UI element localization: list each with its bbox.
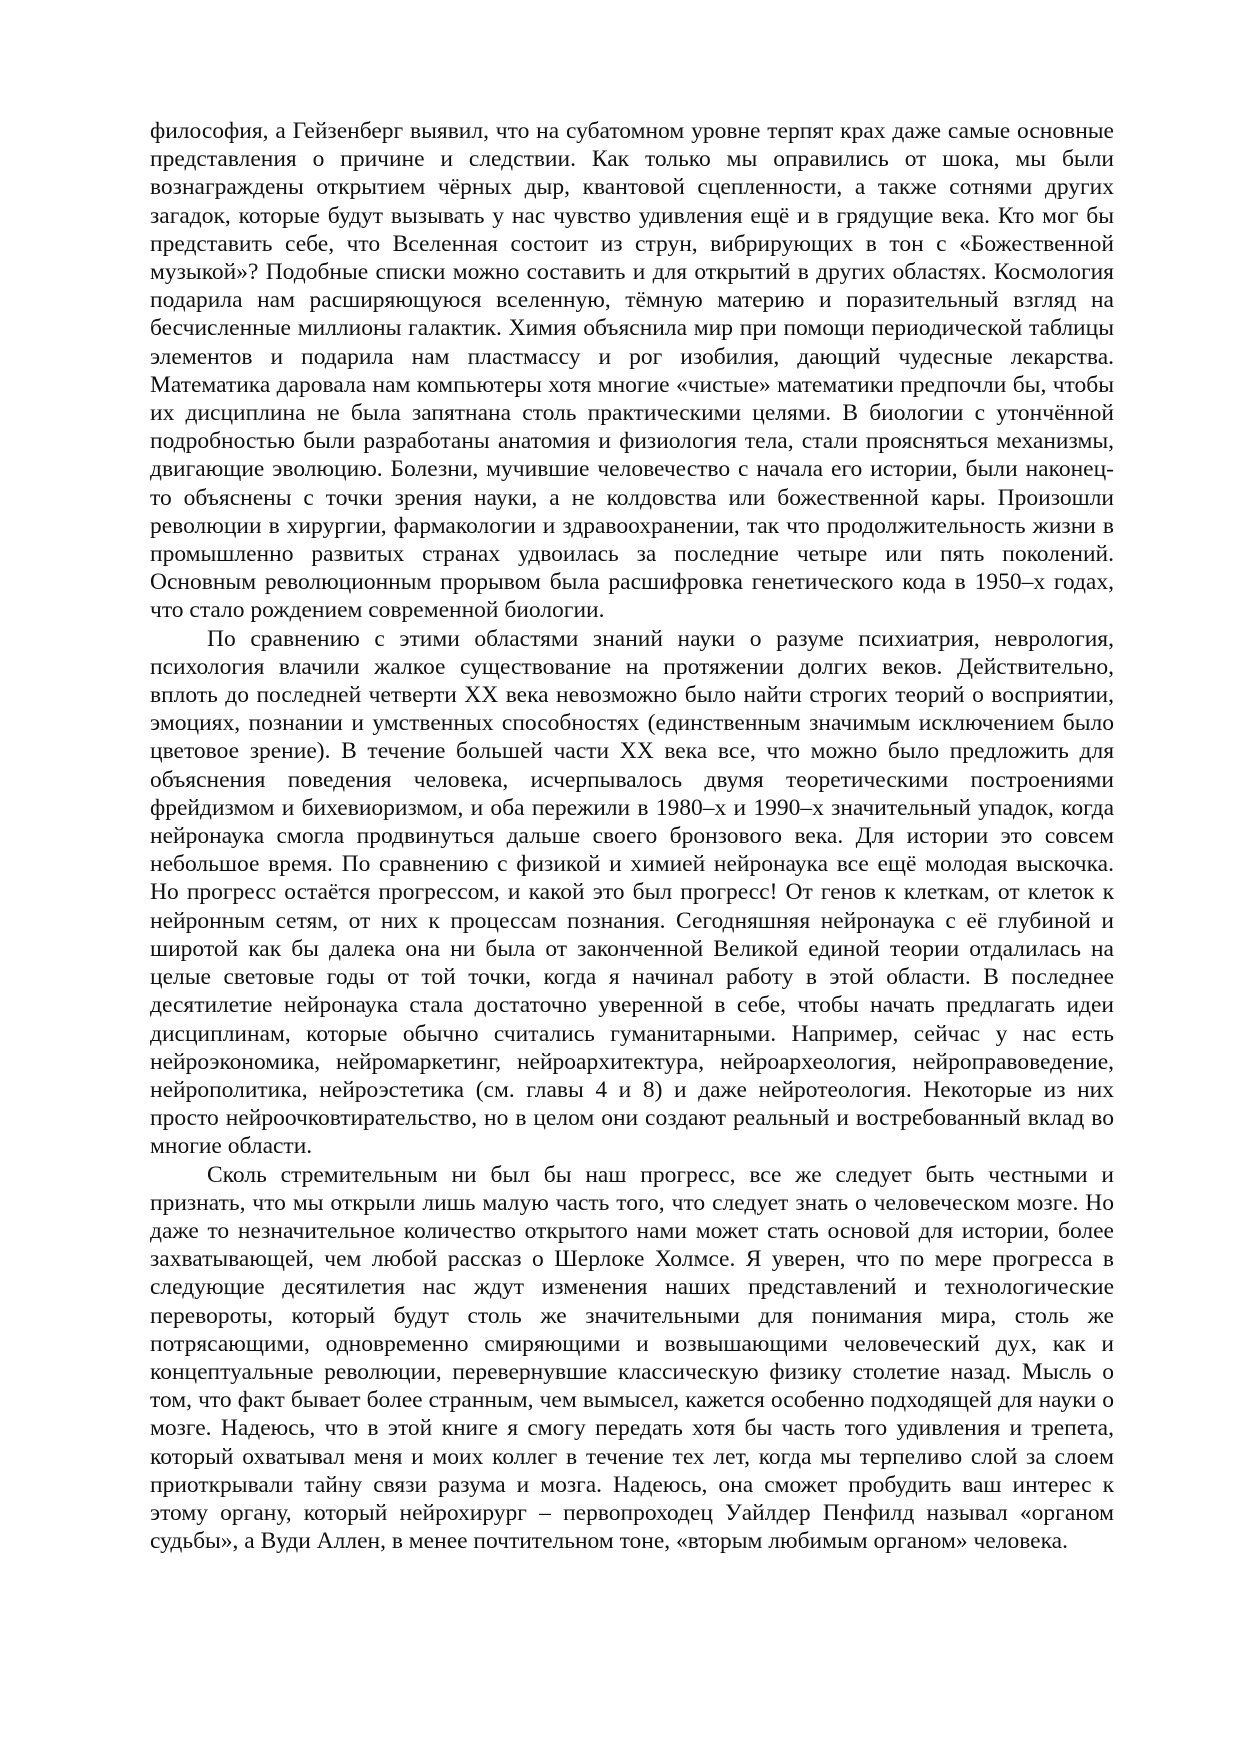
paragraph-1: философия, а Гейзенберг выявил, что на субатомном уровне терпят крах даже самые основные представления о причине и следствии. Как только мы оправились от шока, мы были вознаграждены открытием чёрных дыр, квантовой сцепленности, а также сотнями других загадок, которые будут вызывать у нас чувство удивления ещё и в грядущие века. Кто мог бы представить себе, что Вселенная состоит из струн, вибрирующих в тон с «Божественной музыкой»? Подобные списки можно составить и для открытий в других областях. Космология подарила нам расширяющуюся вселенную, тёмную материю и поразительный взгляд на бесчисленные миллионы галактик. Химия объяснила мир при помощи периодической таблицы элементов и подарила нам пластмассу и рог изобилия, дающий чудесные лекарства. Математика даровала нам компьютеры хотя многие «чистые» математики предпочли бы, чтобы их дисциплина не была запятнана столь практическими целями. В биологии с утончённой подробностью были разработаны анатомия и физиология тела, стали проясняться механизмы, двигающие эволюцию. Болезни, мучившие человечество с начала его истории, были наконец-то объяснены с точки зрения науки, а не колдовства или божественной кары. Произошли революции в хирургии, фармакологии и здравоохранении, так что продолжительность жизни в промышленно развитых странах удвоилась за последние четыре или пять поколений. Основным революционным прорывом была расшифровка генетического кода в 1950–х годах, что стало рождением современной биологии. — [150, 118, 1114, 624]
document-page — [150, 117, 1114, 1555]
paragraph-3: Сколь стремительным ни был бы наш прогресс, все же следует быть честными и признать, что мы открыли лишь малую часть того, что следует знать о человеческом мозге. Но даже то незначительное количество открытого нами может стать основой для истории, более захватывающей, чем любой рассказ о Шерлоке Холмсе. Я уверен, что по мере прогресса в следующие десятилетия нас ждут изменения наших представлений и технологические перевороты, который будут столь же значительными для понимания мира, столь же потрясающими, одновременно смиряющими и возвышающими человеческий дух, как и концептуальные революции, перевернувшие классическую физику столетие назад. Мысль о том, что факт бывает более странным, чем вымысел, кажется особенно подходящей для науки о мозге. Надеюсь, что в этой книге я смогу передать хотя бы часть того удивления и трепета, который охватывал меня и моих коллег в течение тех лет, когда мы терпеливо слой за слоем приоткрывали тайну связи разума и мозга. Надеюсь, она сможет пробудить ваш интерес к этому органу, который нейрохирург – первопроходец Уайлдер Пенфилд называл «органом судьбы», а Вуди Аллен, в менее почтительном тоне, «вторым любимым органом» человека. — [150, 1161, 1114, 1555]
paragraph-2: По сравнению с этими областями знаний науки о разуме психиатрия, неврология, психология влачили жалкое существование на протяжении долгих веков. Действительно, вплоть до последней четверти XX века невозможно было найти строгих теорий о восприятии, эмоциях, познании и умственных способностях (единственным значимым исключением было цветовое зрение). В течение большей части XX века все, что можно было предложить для объяснения поведения человека, исчерпывалось двумя теоретическими построениями фрейдизмом и бихевиоризмом, и оба пережили в 1980–х и 1990–х значительный упадок, когда нейронаука смогла продвинуться дальше своего бронзового века. Для истории это совсем небольшое время. По сравнению с физикой и химией нейронаука все ещё молодая выскочка. Но прогресс остаётся прогрессом, и какой это был прогресс! От генов к клеткам, от клеток к нейронным сетям, от них к процессам познания. Сегодняшняя нейронаука с её глубиной и широтой как бы далека она ни была от законченной Великой единой теории отдалилась на целые световые годы от той точки, когда я начинал работу в этой области. В последнее десятилетие нейронаука стала достаточно уверенной в себе, чтобы начать предлагать идеи дисциплинам, которые обычно считались гуманитарными. Например, сейчас у нас есть нейроэкономика, нейромаркетинг, нейроархитектура, нейроархеология, нейроправоведение, нейрополитика, нейроэстетика (см. главы 4 и 8) и даже нейротеология. Некоторые из них просто нейроочковтирательство, но в целом они создают реальный и востребованный вклад во многие области. — [150, 625, 1114, 1160]
